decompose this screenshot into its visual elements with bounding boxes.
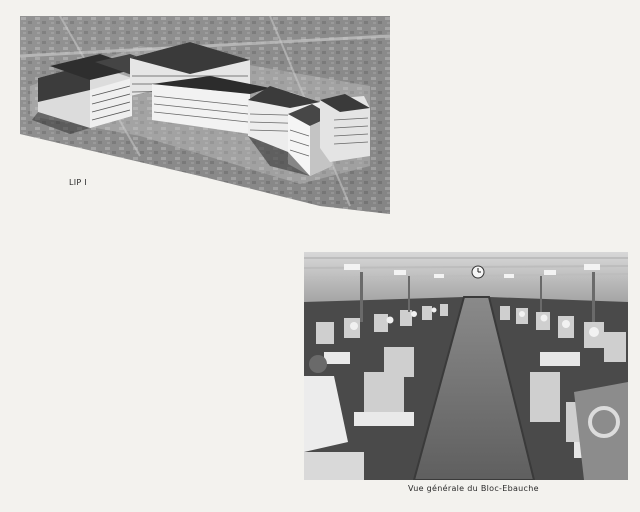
workshop-photo-image	[304, 252, 628, 480]
aerial-photo-caption: LIP I	[69, 178, 88, 187]
workshop-photo-caption: Vue générale du Bloc-Ebauche	[408, 484, 539, 493]
workshop-photo	[304, 252, 628, 480]
